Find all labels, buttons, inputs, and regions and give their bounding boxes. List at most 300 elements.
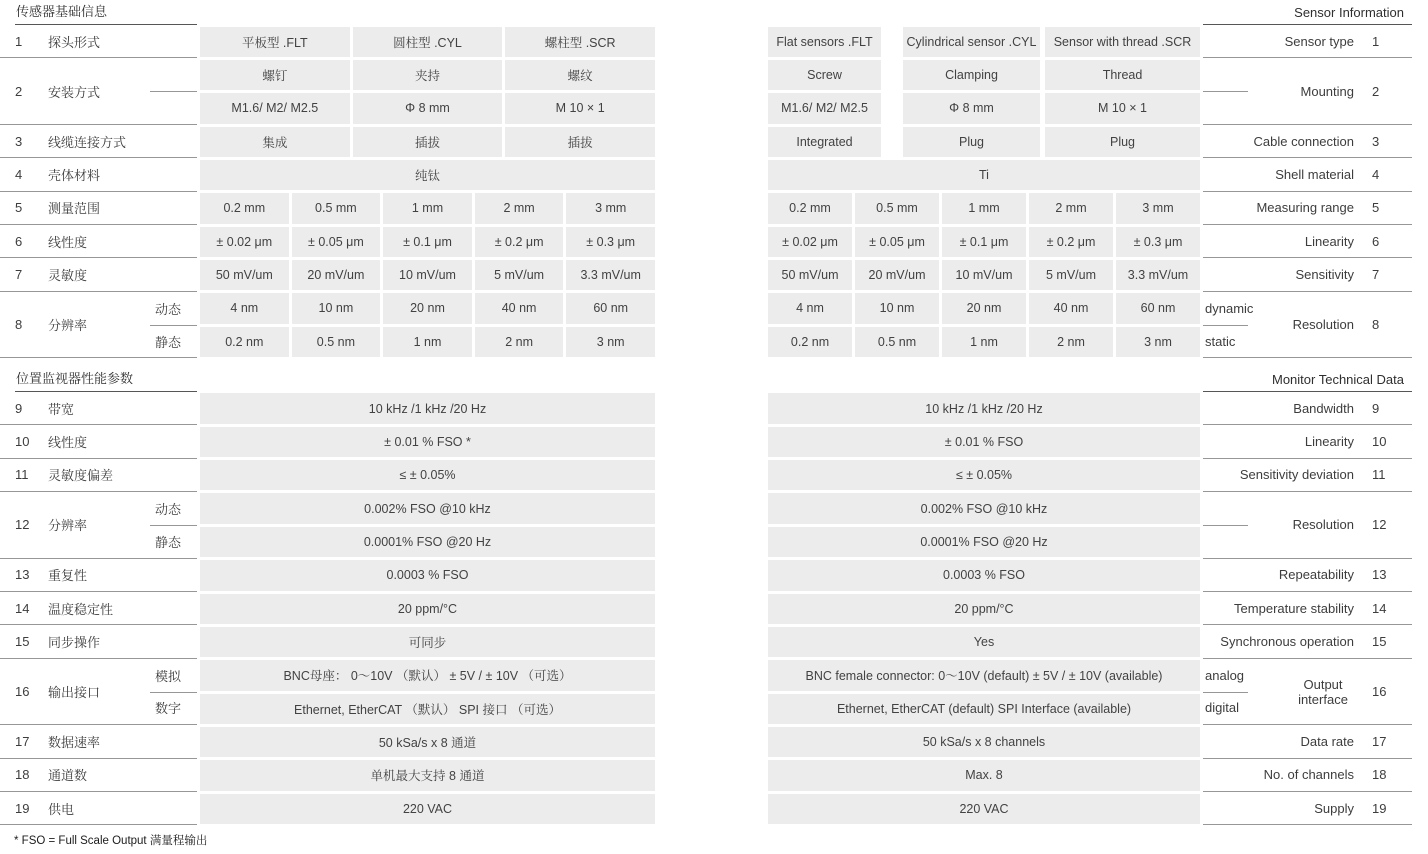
- sub-label-stack: [117, 292, 197, 358]
- row-number: 7: [1372, 267, 1380, 283]
- spec-row-6-label-zh: [0, 225, 197, 258]
- sub-label-dynamic: 动态: [154, 301, 181, 317]
- value-row-3: [768, 125, 1200, 158]
- spec-cell: Plug: [903, 127, 1040, 157]
- spec-cell: 50 mV/um: [200, 260, 289, 290]
- row-label: Linearity: [1304, 433, 1354, 449]
- spec-row-11-label-en: [1203, 459, 1412, 492]
- spec-cell: 3 nm: [1116, 327, 1200, 357]
- spec-cell: 10 kHz /1 kHz /20 Hz: [768, 393, 1200, 423]
- value-row-9: [768, 392, 1200, 425]
- spec-cell: ± 0.02 μm: [200, 227, 289, 257]
- spec-cell: M 10 × 1: [505, 93, 655, 123]
- row-label: 分辨率: [48, 318, 88, 334]
- row-label: Shell material: [1275, 167, 1354, 183]
- row-label: 重复性: [48, 568, 88, 584]
- spec-cell: 10 nm: [855, 293, 939, 323]
- spec-cell: 螺钉: [200, 60, 350, 90]
- row-number: 16: [15, 684, 30, 700]
- spec-cell: Max. 8: [768, 760, 1200, 790]
- spec-cell: 1 nm: [383, 327, 472, 357]
- section-header-sensor-info-en: [1203, 0, 1412, 25]
- row-label: No. of channels: [1263, 767, 1354, 783]
- spec-cell: Flat sensors .FLT: [768, 27, 881, 57]
- row-label: Cable connection: [1253, 133, 1354, 149]
- left-value-table: [200, 25, 655, 825]
- row-label: 供电: [48, 801, 75, 817]
- spec-cell: 50 kSa/s x 8 channels: [768, 727, 1200, 757]
- value-row-1: [768, 25, 1200, 58]
- row-number: 12: [1372, 517, 1387, 533]
- value-row-12a: [768, 492, 1200, 525]
- section-spacer: [200, 358, 655, 392]
- spec-row-10-label-zh: [0, 425, 197, 458]
- section-header-monitor-en: [1203, 358, 1412, 392]
- spec-cell: 20 nm: [383, 293, 472, 323]
- row-number: 18: [15, 767, 30, 783]
- row-number: 15: [1372, 634, 1387, 650]
- spec-cell: M 10 × 1: [1045, 93, 1200, 123]
- subrow-divider: [150, 525, 197, 526]
- spec-cell: 0.5 mm: [292, 193, 381, 223]
- value-row-11: [200, 459, 655, 492]
- spec-cell: 0.2 nm: [768, 327, 852, 357]
- spec-cell: Ti: [768, 160, 1200, 190]
- row-number: 9: [15, 400, 23, 416]
- value-row-1: [200, 25, 655, 58]
- row-label: Repeatability: [1278, 567, 1354, 583]
- row-number: 16: [1372, 684, 1387, 700]
- right-label-column: [1203, 0, 1412, 825]
- spec-cell: BNC female connector: 0～10V (default) ± 5V / ± 10V (available): [768, 660, 1200, 690]
- spec-cell: ± 0.1 μm: [942, 227, 1026, 257]
- spec-cell: Φ 8 mm: [903, 93, 1040, 123]
- row-label: 线性度: [48, 234, 88, 250]
- spec-row-8-label-en: [1203, 292, 1412, 359]
- value-row-6: [200, 225, 655, 258]
- spec-cell: Yes: [768, 627, 1200, 657]
- value-row-10: [200, 425, 655, 458]
- row-number: 3: [1372, 133, 1380, 149]
- spec-cell: ± 0.01 % FSO *: [200, 427, 655, 457]
- spec-cell: ≤ ± 0.05%: [200, 460, 655, 490]
- row-number: 6: [1372, 233, 1380, 249]
- spec-cell: 0.5 nm: [855, 327, 939, 357]
- spec-cell: 2 nm: [1029, 327, 1113, 357]
- spec-cell: M1.6/ M2/ M2.5: [200, 93, 350, 123]
- row-label: 安装方式: [48, 84, 101, 100]
- value-row-13: [768, 559, 1200, 592]
- sub-label-stack: [1203, 292, 1283, 358]
- value-row-4: [768, 158, 1200, 191]
- left-label-column: [0, 0, 197, 825]
- row-number: 17: [1372, 734, 1387, 750]
- spec-cell: 0.0003 % FSO: [200, 560, 655, 590]
- value-row-19: [768, 792, 1200, 825]
- spec-cell: Ethernet, EtherCAT （默认） SPI 接口 （可选）: [200, 694, 655, 724]
- spec-row-17-label-zh: [0, 725, 197, 758]
- sub-label-static: static: [1205, 333, 1236, 349]
- spec-cell: ± 0.2 μm: [475, 227, 564, 257]
- subrow-divider: [150, 325, 197, 326]
- row-number: 8: [15, 317, 23, 333]
- row-label: Sensitivity deviation: [1239, 467, 1354, 483]
- row-label: 灵敏度: [48, 268, 88, 284]
- value-row-8a: [768, 292, 1200, 325]
- row-number: 11: [1372, 467, 1386, 483]
- spec-row-8-label-zh: [0, 292, 197, 359]
- value-row-16b: [200, 692, 655, 725]
- row-label: Sensitivity: [1295, 267, 1354, 283]
- row-label: Bandwidth: [1293, 400, 1354, 416]
- row-number: 15: [15, 634, 30, 650]
- spec-cell: Thread: [1045, 60, 1200, 90]
- value-row-16a: [200, 659, 655, 692]
- value-row-14: [200, 592, 655, 625]
- spec-row-7-label-zh: [0, 258, 197, 291]
- footnote: * FSO = Full Scale Output 满量程输出: [14, 835, 208, 847]
- row-number: 14: [1372, 600, 1387, 616]
- spec-cell: 0.002% FSO @10 kHz: [200, 493, 655, 523]
- spec-row-4-label-zh: [0, 158, 197, 191]
- row-label: 壳体材料: [48, 168, 101, 184]
- row-label: 线性度: [48, 434, 88, 450]
- value-row-13: [200, 559, 655, 592]
- spec-cell: ± 0.3 μm: [566, 227, 655, 257]
- spec-cell: 220 VAC: [200, 794, 655, 824]
- value-row-5: [200, 192, 655, 225]
- row-label: 同步操作: [48, 635, 101, 651]
- row-number: 5: [1372, 200, 1380, 216]
- row-number: 4: [15, 167, 23, 183]
- row-label: Linearity: [1304, 233, 1354, 249]
- spec-cell: 50 kSa/s x 8 通道: [200, 727, 655, 757]
- row-label: 线缆连接方式: [48, 134, 127, 150]
- section-title-zh: 位置监视器性能参数: [16, 370, 134, 386]
- row-label: Sensor type: [1284, 33, 1354, 49]
- subrow-divider: [150, 692, 197, 693]
- subrow-divider: [150, 91, 197, 92]
- sub-label-dynamic: 动态: [154, 501, 181, 517]
- value-row-18: [200, 759, 655, 792]
- spec-row-13-label-en: [1203, 559, 1412, 592]
- value-row-3: [200, 125, 655, 158]
- value-row-10: [768, 425, 1200, 458]
- value-row-4: [200, 158, 655, 191]
- row-label: 分辨率: [48, 518, 88, 534]
- spec-cell: 10 mV/um: [942, 260, 1026, 290]
- spec-cell: ± 0.01 % FSO: [768, 427, 1200, 457]
- value-row-2a: [768, 58, 1200, 91]
- spec-row-15-label-en: [1203, 625, 1412, 658]
- row-label: 测量范围: [48, 201, 101, 217]
- spec-row-7-label-en: [1203, 258, 1412, 291]
- row-number: 19: [15, 800, 30, 816]
- sub-label-analog: 模拟: [154, 668, 181, 684]
- value-row-2a: [200, 58, 655, 91]
- spec-cell: ± 0.02 μm: [768, 227, 852, 257]
- row-number: 7: [15, 267, 23, 283]
- spec-row-19-label-en: [1203, 792, 1412, 825]
- row-label: 温度稳定性: [48, 601, 114, 617]
- spec-cell: 螺柱型 .SCR: [505, 27, 655, 57]
- row-number: 1: [15, 33, 23, 49]
- row-number: 13: [1372, 567, 1387, 583]
- value-row-2b: [768, 92, 1200, 125]
- subrow-divider: [1203, 525, 1248, 526]
- spec-cell: 4 nm: [200, 293, 289, 323]
- row-label: Output interface: [1298, 676, 1348, 707]
- value-row-2b: [200, 92, 655, 125]
- row-label: Resolution: [1292, 317, 1354, 333]
- row-number: 18: [1372, 767, 1387, 783]
- value-row-15: [200, 625, 655, 658]
- spec-cell: 3 nm: [566, 327, 655, 357]
- spec-cell: 3.3 mV/um: [1116, 260, 1200, 290]
- row-number: 10: [15, 433, 30, 449]
- section-title-en: Monitor Technical Data: [1272, 371, 1404, 387]
- section-title-zh: 传感器基础信息: [16, 4, 108, 19]
- subrow-divider: [1203, 325, 1248, 326]
- row-label: Resolution: [1292, 517, 1354, 533]
- row-number: 6: [15, 233, 23, 249]
- spec-cell: 单机最大支持 8 通道: [200, 760, 655, 790]
- spec-cell: 0.2 nm: [200, 327, 289, 357]
- spec-cell: 0.2 mm: [768, 193, 852, 223]
- spec-cell: 螺纹: [505, 60, 655, 90]
- spec-cell: 0.5 nm: [292, 327, 381, 357]
- value-row-12b: [200, 525, 655, 558]
- row-label: 探头形式: [48, 34, 101, 50]
- spec-cell: 0.002% FSO @10 kHz: [768, 493, 1200, 523]
- spec-cell: Cylindrical sensor .CYL: [903, 27, 1040, 57]
- value-row-7: [200, 258, 655, 291]
- value-row-17: [768, 725, 1200, 758]
- spec-cell: 3.3 mV/um: [566, 260, 655, 290]
- sub-label-analog: analog: [1205, 667, 1245, 683]
- spec-cell: 0.0001% FSO @20 Hz: [768, 527, 1200, 557]
- spec-row-4-label-en: [1203, 158, 1412, 191]
- value-row-16b: [768, 692, 1200, 725]
- spec-row-18-label-zh: [0, 759, 197, 792]
- spec-cell: 0.2 mm: [200, 193, 289, 223]
- value-row-18: [768, 759, 1200, 792]
- row-number: 3: [15, 133, 23, 149]
- value-row-12a: [200, 492, 655, 525]
- sub-label-stack: [117, 492, 197, 558]
- spec-cell: 0.0001% FSO @20 Hz: [200, 527, 655, 557]
- section-spacer: [768, 358, 1200, 392]
- row-number: 2: [15, 83, 23, 99]
- spec-row-9-label-zh: [0, 392, 197, 425]
- row-label: 带宽: [48, 401, 75, 417]
- value-row-7: [768, 258, 1200, 291]
- row-label: Temperature stability: [1234, 600, 1354, 616]
- right-value-table: [768, 25, 1200, 825]
- spec-row-6-label-en: [1203, 225, 1412, 258]
- sub-label-static: 静态: [154, 334, 181, 350]
- spec-cell: ≤ ± 0.05%: [768, 460, 1200, 490]
- spec-row-1-label-zh: [0, 25, 197, 58]
- spec-row-14-label-en: [1203, 592, 1412, 625]
- spec-row-16-label-en: [1203, 659, 1412, 726]
- row-label: 数据速率: [48, 735, 101, 751]
- spec-cell: 5 mV/um: [475, 260, 564, 290]
- spec-cell: 60 nm: [566, 293, 655, 323]
- spec-cell: 20 nm: [942, 293, 1026, 323]
- spec-row-5-label-zh: [0, 192, 197, 225]
- spec-cell: 5 mV/um: [1029, 260, 1113, 290]
- spec-cell: Plug: [1045, 127, 1200, 157]
- value-row-15: [768, 625, 1200, 658]
- spec-row-9-label-en: [1203, 392, 1412, 425]
- row-number: 9: [1372, 400, 1380, 416]
- spec-cell: 20 mV/um: [855, 260, 939, 290]
- spec-row-17-label-en: [1203, 725, 1412, 758]
- spec-cell: ± 0.2 μm: [1029, 227, 1113, 257]
- row-number: 12: [15, 517, 30, 533]
- spec-row-1-label-en: [1203, 25, 1412, 58]
- spec-cell: 20 ppm/°C: [768, 594, 1200, 624]
- row-label: Mounting: [1300, 83, 1354, 99]
- spec-row-12-label-en: [1203, 492, 1412, 559]
- spec-cell: 2 mm: [1029, 193, 1113, 223]
- sub-label-dynamic: dynamic: [1205, 300, 1254, 316]
- row-number: 8: [1372, 317, 1380, 333]
- spec-cell: 10 kHz /1 kHz /20 Hz: [200, 393, 655, 423]
- spec-row-2-label-zh: [0, 58, 197, 125]
- spec-cell: ± 0.1 μm: [383, 227, 472, 257]
- spec-cell: Sensor with thread .SCR: [1045, 27, 1200, 57]
- spec-cell: Φ 8 mm: [353, 93, 503, 123]
- value-row-8b: [200, 325, 655, 358]
- spec-row-16-label-zh: [0, 659, 197, 726]
- spec-row-11-label-zh: [0, 459, 197, 492]
- spec-cell: M1.6/ M2/ M2.5: [768, 93, 881, 123]
- spec-row-18-label-en: [1203, 759, 1412, 792]
- row-label: Synchronous operation: [1220, 634, 1354, 650]
- spec-cell: 2 nm: [475, 327, 564, 357]
- sub-label-stack: [1203, 659, 1283, 725]
- sub-label-stack: [117, 659, 197, 725]
- row-number: 14: [15, 600, 30, 616]
- value-row-9: [200, 392, 655, 425]
- spec-cell: ± 0.05 μm: [855, 227, 939, 257]
- spec-cell: 插拔: [505, 127, 655, 157]
- row-number: 17: [15, 734, 30, 750]
- spec-row-10-label-en: [1203, 425, 1412, 458]
- spec-cell: 圆柱型 .CYL: [353, 27, 503, 57]
- row-number: 4: [1372, 167, 1380, 183]
- spec-cell: 20 mV/um: [292, 260, 381, 290]
- spec-cell: 220 VAC: [768, 794, 1200, 824]
- spec-cell: Screw: [768, 60, 881, 90]
- spec-cell: 3 mm: [566, 193, 655, 223]
- spec-cell: 1 nm: [942, 327, 1026, 357]
- spec-row-13-label-zh: [0, 559, 197, 592]
- sub-label-digital: 数字: [154, 701, 181, 717]
- value-row-17: [200, 725, 655, 758]
- spec-row-15-label-zh: [0, 625, 197, 658]
- spec-cell: 40 nm: [1029, 293, 1113, 323]
- value-row-6: [768, 225, 1200, 258]
- subrow-divider: [1203, 91, 1248, 92]
- value-row-11: [768, 459, 1200, 492]
- value-row-5: [768, 192, 1200, 225]
- spec-cell: 0.0003 % FSO: [768, 560, 1200, 590]
- spec-cell: Integrated: [768, 127, 881, 157]
- spec-cell: 1 mm: [942, 193, 1026, 223]
- sub-label-digital: digital: [1205, 700, 1239, 716]
- spec-row-5-label-en: [1203, 192, 1412, 225]
- spec-cell: 可同步: [200, 627, 655, 657]
- spec-cell: 平板型 .FLT: [200, 27, 350, 57]
- spec-cell: 2 mm: [475, 193, 564, 223]
- spec-cell: ± 0.05 μm: [292, 227, 381, 257]
- spec-cell: 纯钛: [200, 160, 655, 190]
- value-row-16a: [768, 659, 1200, 692]
- spec-row-2-label-en: [1203, 58, 1412, 125]
- spec-cell: 50 mV/um: [768, 260, 852, 290]
- spec-row-19-label-zh: [0, 792, 197, 825]
- row-number: 2: [1372, 83, 1380, 99]
- spec-row-3-label-en: [1203, 125, 1412, 158]
- value-row-19: [200, 792, 655, 825]
- spec-cell: Clamping: [903, 60, 1040, 90]
- spec-cell: 0.5 mm: [855, 193, 939, 223]
- spec-row-14-label-zh: [0, 592, 197, 625]
- row-number: 5: [15, 200, 23, 216]
- spec-cell: 4 nm: [768, 293, 852, 323]
- row-number: 13: [15, 567, 30, 583]
- row-label: 灵敏度偏差: [48, 468, 114, 484]
- section-header-monitor-zh: [0, 358, 197, 392]
- spec-cell: 插拔: [353, 127, 503, 157]
- row-label: 输出接口: [48, 685, 101, 701]
- spec-cell: Ethernet, EtherCAT (default) SPI Interface (available): [768, 694, 1200, 724]
- spec-cell: ± 0.3 μm: [1116, 227, 1200, 257]
- row-number: 19: [1372, 800, 1387, 816]
- section-title-en: Sensor Information: [1294, 5, 1404, 20]
- spec-row-3-label-zh: [0, 125, 197, 158]
- spec-cell: 20 ppm/°C: [200, 594, 655, 624]
- spec-cell: 10 nm: [292, 293, 381, 323]
- row-number: 11: [15, 467, 29, 483]
- spec-cell: 40 nm: [475, 293, 564, 323]
- spec-cell: 60 nm: [1116, 293, 1200, 323]
- value-row-8b: [768, 325, 1200, 358]
- spec-cell: 夹持: [353, 60, 503, 90]
- spec-cell: BNC母座： 0～10V （默认） ± 5V / ± 10V （可选）: [200, 660, 655, 690]
- row-label: Supply: [1314, 800, 1354, 816]
- row-label: Measuring range: [1256, 200, 1354, 216]
- spec-cell: 1 mm: [383, 193, 472, 223]
- row-number: 10: [1372, 433, 1387, 449]
- spec-cell: 3 mm: [1116, 193, 1200, 223]
- row-label: Data rate: [1300, 734, 1354, 750]
- spec-cell: 10 mV/um: [383, 260, 472, 290]
- value-row-12b: [768, 525, 1200, 558]
- value-row-8a: [200, 292, 655, 325]
- subrow-divider: [1203, 692, 1248, 693]
- section-header-sensor-info-zh: [0, 0, 197, 25]
- value-row-14: [768, 592, 1200, 625]
- row-number: 1: [1372, 33, 1380, 49]
- spec-row-12-label-zh: [0, 492, 197, 559]
- row-label: 通道数: [48, 768, 88, 784]
- spec-cell: 集成: [200, 127, 350, 157]
- sub-label-static: 静态: [154, 534, 181, 550]
